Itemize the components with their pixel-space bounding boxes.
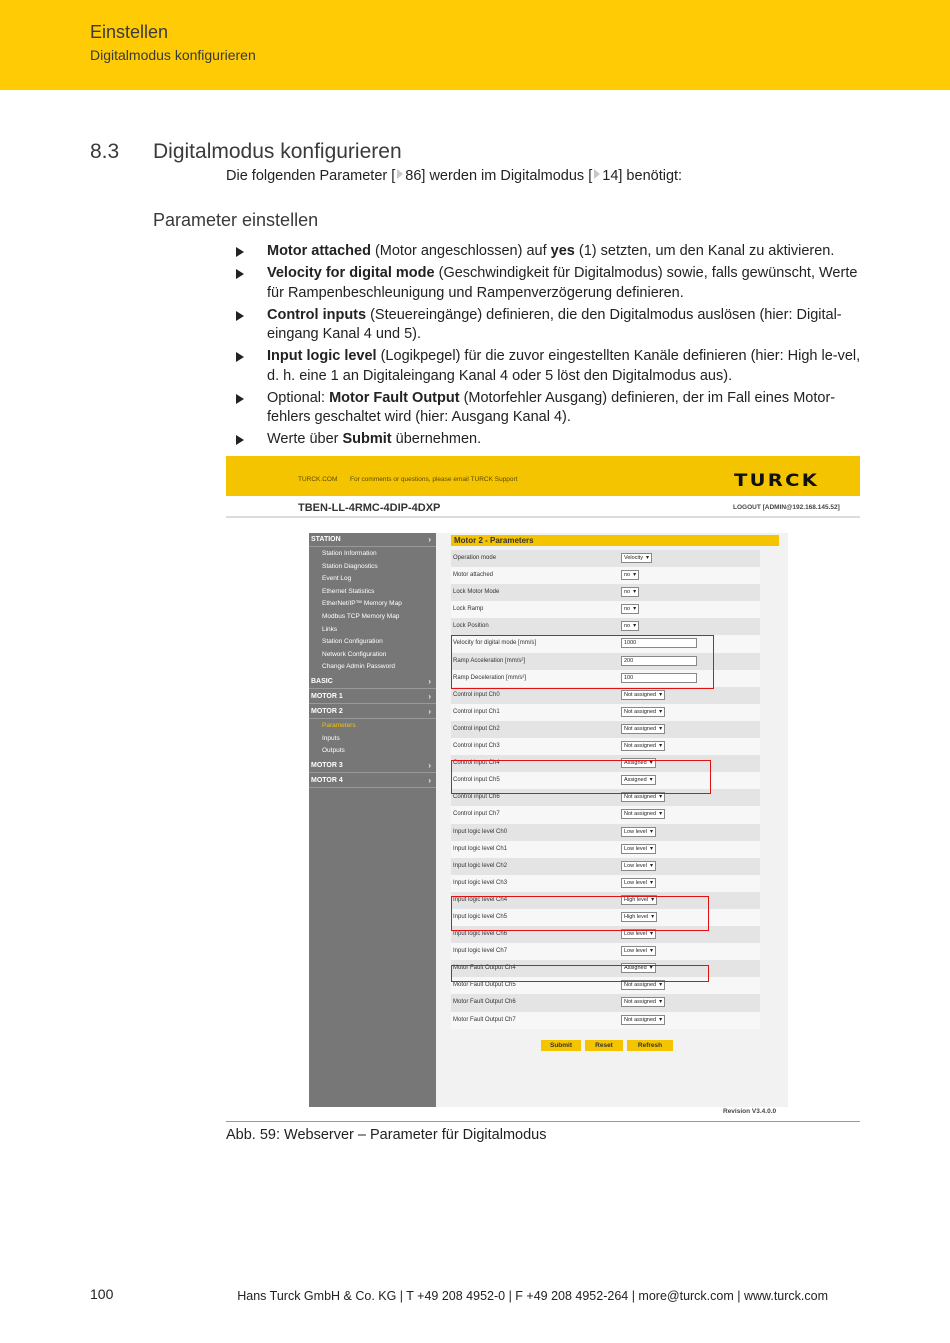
sidebar-group-motor3[interactable]: MOTOR 3 › (309, 759, 436, 773)
parameter-row (451, 789, 760, 806)
instruction-step: Control inputs (Steuereingänge) definieren, die den Digitalmodus auslösen (hier: Digital-eingang Kanal 4 und 5). (236, 306, 866, 345)
parameter-select[interactable]: Low level ▾ (621, 929, 656, 939)
sidebar-item[interactable]: Inputs (322, 734, 340, 742)
parameter-select[interactable]: no ▾ (621, 587, 639, 597)
parameter-select[interactable]: High level ▾ (621, 912, 657, 922)
parameter-label: Control input Ch0 (453, 691, 500, 698)
parameter-label: Motor Fault Output Ch7 (453, 1016, 516, 1023)
sidebar-group-basic[interactable]: BASIC › (309, 675, 436, 689)
parameter-label: Lock Ramp (453, 606, 484, 613)
parameter-label: Input logic level Ch7 (453, 948, 508, 955)
parameter-select[interactable]: Low level ▾ (621, 827, 656, 837)
reset-button[interactable]: Reset (585, 1040, 623, 1051)
chevron-right-icon: › (428, 706, 431, 716)
page-header (0, 0, 950, 90)
parameter-select[interactable]: Not assigned ▾ (621, 997, 665, 1007)
parameter-label: Input logic level Ch4 (453, 896, 508, 903)
parameters-panel (451, 535, 777, 1049)
logout-link[interactable]: LOGOUT [ADMIN@192.168.145.52] (733, 504, 840, 511)
arrow-icon (236, 269, 244, 279)
parameter-row (451, 618, 760, 635)
chevron-right-icon: › (428, 760, 431, 770)
parameter-row (451, 567, 760, 584)
parameter-row (451, 926, 760, 943)
parameter-label: Input logic level Ch6 (453, 931, 508, 938)
turck-logo: TURCK (734, 471, 820, 491)
parameter-row (451, 687, 760, 704)
sidebar-item[interactable]: EtherNet/IP™ Memory Map (322, 600, 402, 608)
chevron-right-icon: › (428, 691, 431, 701)
sidebar-item[interactable]: Parameters (322, 721, 356, 729)
parameter-select[interactable]: Low level ▾ (621, 844, 656, 854)
parameter-select[interactable]: Not assigned ▾ (621, 707, 665, 717)
arrow-icon (236, 394, 244, 404)
arrow-icon (236, 352, 244, 362)
intro-text (226, 168, 682, 184)
parameter-label: Input logic level Ch0 (453, 828, 508, 835)
parameter-select[interactable]: no ▾ (621, 604, 639, 614)
arrow-icon (236, 247, 244, 257)
arrow-icon (236, 435, 244, 445)
parameter-label: Operation mode (453, 555, 497, 561)
parameter-label: Lock Position (453, 623, 489, 630)
divider (226, 516, 860, 518)
arrow-icon (236, 311, 244, 321)
section-number: 8.3 (90, 140, 120, 163)
parameter-label: Control input Ch6 (453, 794, 500, 801)
sidebar-item[interactable]: Station Diagnostics (322, 562, 378, 570)
parameter-label: Control input Ch1 (453, 708, 500, 715)
parameter-select[interactable]: Not assigned ▾ (621, 1015, 665, 1025)
parameter-input[interactable]: 1000 (621, 638, 697, 648)
intro-part-a: Die folgenden Parameter [ (226, 168, 396, 184)
parameter-select[interactable]: Assigned ▾ (621, 775, 656, 785)
sidebar-item[interactable]: Station Information (322, 550, 377, 557)
chapter-title: Einstellen (90, 22, 169, 42)
parameter-select[interactable]: High level ▾ (621, 895, 657, 905)
instruction-step: Werte über Submit übernehmen. (236, 430, 866, 450)
parameter-row (451, 960, 760, 977)
sidebar-item[interactable]: Station Configuration (322, 638, 383, 646)
sidebar-group-motor4[interactable]: MOTOR 4 › (309, 774, 436, 788)
parameter-label: Input logic level Ch5 (453, 913, 508, 920)
parameter-row (451, 841, 760, 858)
chevron-right-icon: › (428, 676, 431, 686)
parameter-label: Motor Fault Output Ch6 (453, 999, 516, 1006)
parameter-select[interactable]: Not assigned ▾ (621, 724, 665, 734)
parameter-select[interactable]: Low level ▾ (621, 946, 656, 956)
parameter-row (451, 909, 760, 926)
parameter-row (451, 704, 760, 721)
parameter-label: Control input Ch2 (453, 725, 500, 732)
parameter-label: Input logic level Ch1 (453, 845, 508, 852)
parameter-select[interactable]: Assigned ▾ (621, 963, 656, 973)
page-number: 100 (90, 1286, 114, 1302)
parameter-row (451, 858, 760, 875)
sidebar-item[interactable]: Modbus TCP Memory Map (322, 612, 400, 620)
sidebar-item[interactable]: Ethernet Statistics (322, 587, 375, 595)
parameter-select[interactable]: Not assigned ▾ (621, 741, 665, 751)
parameter-select[interactable]: no ▾ (621, 621, 639, 631)
parameter-row (451, 755, 760, 772)
parameter-row (451, 875, 760, 892)
refresh-button[interactable]: Refresh (627, 1040, 673, 1051)
section-subtitle: Digitalmodus konfigurieren (90, 47, 256, 63)
intro-part-b: 86] werden im Digitalmodus [ (405, 168, 593, 184)
section-title: Digitalmodus konfigurieren (153, 140, 402, 163)
web-panel (309, 533, 788, 1107)
sidebar-item[interactable]: Network Configuration (322, 650, 387, 658)
sidebar-item[interactable]: Links (322, 625, 338, 633)
instruction-step: Optional: Motor Fault Output (Motorfehler Ausgang) definieren, der im Fall eines Motor-fehlers geschaltet wird (hier: Ausgang Kanal 4). (236, 389, 866, 428)
sidebar-group-motor2[interactable]: MOTOR 2 › (309, 705, 436, 719)
revision-label: Revision V3.4.0.0 (723, 1108, 777, 1115)
chevron-right-icon: › (428, 535, 431, 544)
parameter-row (451, 824, 760, 841)
parameter-label: Input logic level Ch2 (453, 862, 508, 869)
parameter-select[interactable]: Assigned ▾ (621, 758, 656, 768)
page-ref-icon[interactable] (594, 169, 600, 179)
parameter-row (451, 584, 760, 601)
parameter-select[interactable]: Velocity ▾ (621, 553, 652, 563)
parameter-row (451, 806, 760, 823)
motor2-menu (309, 720, 436, 758)
sidebar-item[interactable]: Event Log (322, 575, 352, 583)
parameter-input[interactable]: 200 (621, 656, 697, 666)
parameter-label: Velocity for digital mode [mm/s] (453, 640, 537, 647)
parameter-row (451, 1012, 760, 1029)
parameter-row (451, 943, 760, 960)
device-name: TBEN-LL-4RMC-4DIP-4DXP (298, 502, 441, 514)
parameter-row (451, 670, 760, 687)
chevron-right-icon: › (428, 775, 431, 785)
sidebar-item[interactable]: Change Admin Password (322, 663, 395, 671)
parameter-input[interactable]: 100 (621, 673, 697, 683)
parameter-row (451, 738, 760, 755)
parameter-select[interactable]: Low level ▾ (621, 878, 656, 888)
parameter-select[interactable]: Low level ▾ (621, 861, 656, 871)
instruction-step: Input logic level (Logikpegel) für die zuvor eingestellten Kanäle definieren (hier: High le-vel, d. h. eine 1 an Digitaleingang Kanal 4 oder 5 löst den Digitalmodus aus). (236, 347, 866, 386)
parameter-select[interactable]: Not assigned ▾ (621, 690, 665, 700)
sidebar-group-motor1[interactable]: MOTOR 1 › (309, 690, 436, 704)
parameter-label: Control input Ch4 (453, 760, 500, 767)
parameter-label: Ramp Deceleration [mm/s²] (453, 674, 527, 681)
parameter-row (451, 721, 760, 738)
instruction-step: Velocity for digital mode (Geschwindigkeit für Digitalmodus) sowie, falls gewünscht, Werte für Rampenbeschleunigung und Rampenverzögerung definieren. (236, 264, 866, 303)
parameter-select[interactable]: Not assigned ▾ (621, 792, 665, 802)
parameter-select[interactable]: no ▾ (621, 570, 639, 580)
support-note: For comments or questions, please email TURCK Support (350, 476, 518, 483)
turck-com-link[interactable]: TURCK.COM (298, 476, 338, 483)
parameter-label: Ramp Acceleration [mm/s²] (453, 657, 526, 664)
panel-title: Motor 2 - Parameters (451, 535, 779, 546)
station-menu (309, 548, 436, 674)
parameter-row (451, 635, 760, 652)
parameter-label: Lock Motor Mode (453, 589, 500, 596)
instruction-list (236, 242, 866, 452)
parameter-row (451, 601, 760, 618)
submit-button[interactable]: Submit (541, 1040, 581, 1051)
page-ref-icon[interactable] (397, 169, 403, 179)
parameter-row (451, 550, 760, 567)
intro-part-c: 14] benötigt: (602, 168, 683, 184)
parameter-row (451, 653, 760, 670)
parameter-label: Control input Ch5 (453, 777, 500, 784)
webserver-screenshot (226, 456, 860, 1122)
sidebar-group-station[interactable]: STATION › (309, 533, 436, 547)
instruction-step: Motor attached (Motor angeschlossen) auf yes (1) setzten, um den Kanal zu aktivieren. (236, 242, 866, 262)
figure-caption: Abb. 59: Webserver – Parameter für Digitalmodus (226, 1127, 547, 1143)
parameter-row (451, 994, 760, 1011)
parameter-row (451, 892, 760, 909)
parameter-row (451, 772, 760, 789)
subheading: Parameter einstellen (153, 210, 319, 230)
footer-contact: Hans Turck GmbH & Co. KG | T +49 208 4952-0 | F +49 208 4952-264 | more@turck.com | www.turck.com (237, 1289, 828, 1303)
parameter-select[interactable]: Not assigned ▾ (621, 980, 665, 990)
parameter-label: Motor Fault Output Ch5 (453, 982, 516, 989)
web-topbar (226, 456, 860, 496)
parameter-select[interactable]: Not assigned ▾ (621, 809, 665, 819)
parameter-label: Control input Ch7 (453, 811, 500, 818)
parameter-row (451, 977, 760, 994)
parameter-table (451, 550, 760, 1029)
parameter-label: Motor Fault Output Ch4 (453, 965, 516, 972)
sidebar-item[interactable]: Outputs (322, 747, 345, 755)
parameter-label: Input logic level Ch3 (453, 879, 508, 886)
web-sidebar (309, 533, 436, 1107)
parameter-label: Motor attached (453, 572, 494, 579)
parameter-label: Control input Ch3 (453, 743, 500, 750)
